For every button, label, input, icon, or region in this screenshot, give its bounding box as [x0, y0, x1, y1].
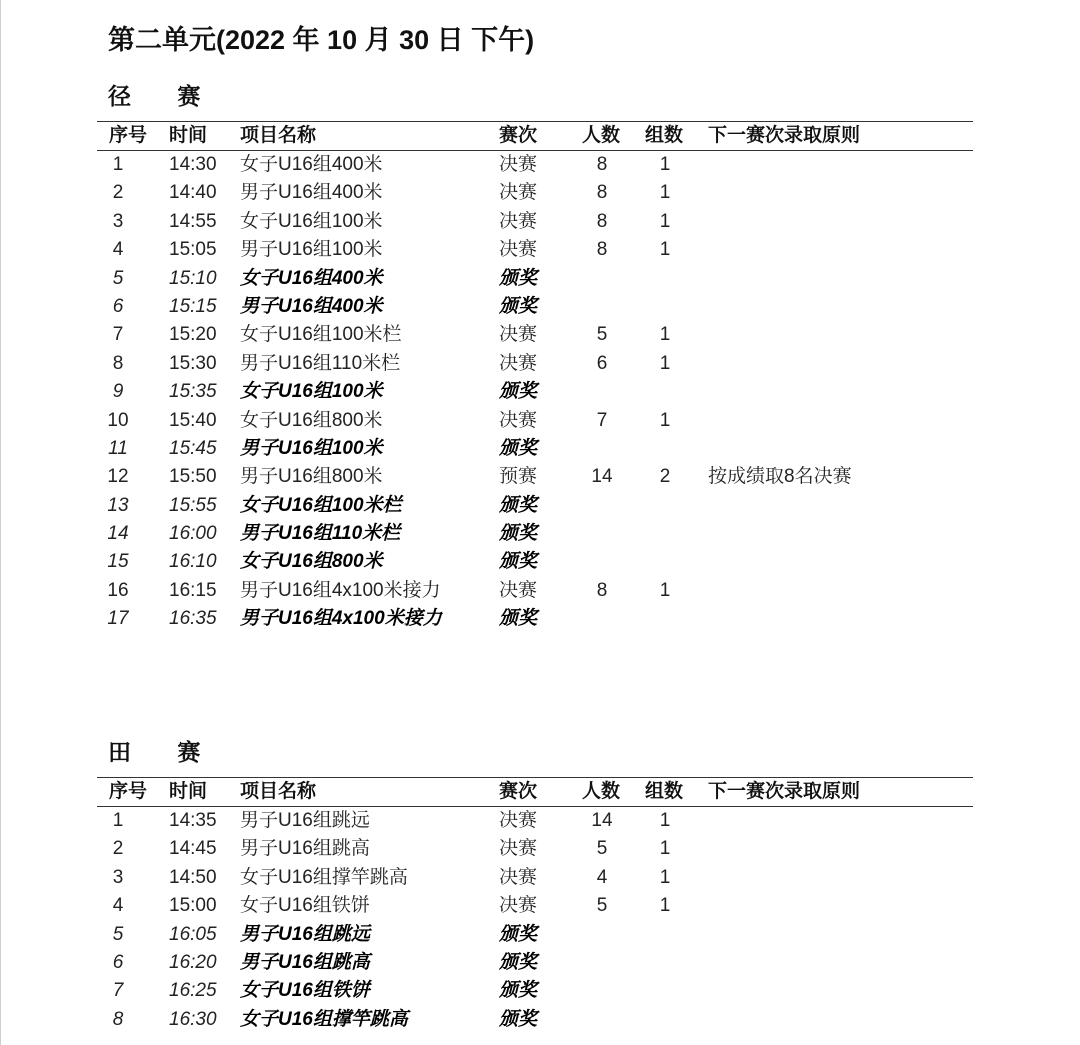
table-row — [97, 435, 973, 463]
table-row — [97, 321, 973, 349]
event-groups: 1 — [659, 352, 671, 374]
table-row — [97, 807, 973, 835]
table-row — [97, 548, 973, 576]
event-round: 决赛 — [499, 838, 538, 860]
field-section-title: 田 赛 — [108, 739, 221, 765]
event-name: 女子U16组400米 — [240, 154, 383, 175]
event-name: 女子U16组铁饼 — [240, 980, 370, 1002]
event-name: 男子U16组800米 — [240, 466, 383, 488]
table-row — [97, 208, 973, 236]
event-time: 14:35 — [169, 810, 217, 831]
event-number: 3 — [112, 866, 124, 888]
event-time: 14:30 — [169, 154, 217, 175]
event-groups: 1 — [659, 154, 671, 175]
event-round: 颁奖 — [499, 437, 538, 459]
event-round: 颁奖 — [499, 551, 538, 573]
table-row — [97, 492, 973, 520]
event-name: 男子U16组4x100米接力 — [240, 579, 441, 601]
col-header-round: 赛次 — [499, 781, 538, 802]
event-round: 颁奖 — [499, 267, 538, 289]
event-number: 16 — [107, 579, 129, 601]
event-number: 11 — [108, 437, 128, 459]
event-round: 决赛 — [499, 182, 538, 204]
event-number: 7 — [112, 980, 124, 1002]
table-row — [97, 350, 973, 378]
event-time: 14:55 — [169, 210, 217, 232]
track-schedule-table — [97, 121, 973, 634]
event-time: 15:30 — [169, 352, 217, 374]
event-round: 颁奖 — [499, 523, 538, 545]
event-round: 颁奖 — [499, 381, 538, 403]
event-name: 女子U16组铁饼 — [240, 895, 370, 917]
table-row — [97, 378, 973, 406]
event-people: 5 — [596, 895, 608, 917]
event-time: 15:45 — [169, 437, 217, 459]
event-people: 14 — [591, 466, 613, 488]
table-row — [97, 179, 973, 207]
event-people: 8 — [596, 154, 608, 175]
table-row — [97, 236, 973, 264]
event-people: 4 — [596, 866, 608, 888]
col-header-rule: 下一赛次录取原则 — [708, 781, 861, 802]
event-groups: 2 — [659, 466, 671, 488]
event-name: 男子U16组110米栏 — [240, 523, 401, 545]
event-groups: 1 — [659, 895, 671, 917]
event-people: 5 — [596, 838, 608, 860]
event-number: 6 — [112, 295, 124, 317]
col-header-groups: 组数 — [645, 125, 684, 146]
event-groups: 1 — [659, 866, 671, 888]
event-groups: 1 — [659, 239, 671, 261]
event-number: 3 — [112, 210, 124, 232]
event-round: 决赛 — [499, 352, 538, 374]
col-header-no: 序号 — [109, 781, 148, 802]
event-people: 8 — [596, 579, 608, 601]
event-name: 男子U16组跳远 — [240, 810, 370, 831]
event-time: 14:40 — [169, 182, 217, 204]
event-round: 颁奖 — [499, 494, 538, 516]
event-time: 16:35 — [169, 608, 217, 630]
event-name: 女子U16组撑竿跳高 — [240, 866, 408, 888]
event-time: 16:25 — [169, 980, 217, 1002]
event-rule: 按成绩取8名决赛 — [708, 466, 852, 488]
event-round: 颁奖 — [499, 608, 538, 630]
event-round: 颁奖 — [499, 951, 538, 973]
event-name: 男子U16组400米 — [240, 182, 383, 204]
event-number: 1 — [112, 810, 124, 831]
col-header-time: 时间 — [169, 125, 208, 146]
event-round: 预赛 — [499, 466, 538, 488]
event-time: 15:50 — [169, 466, 217, 488]
event-time: 16:00 — [169, 523, 217, 545]
event-name: 女子U16组800米 — [240, 551, 383, 573]
event-number: 2 — [112, 182, 124, 204]
event-people: 8 — [596, 182, 608, 204]
table-row — [97, 265, 973, 293]
table-row — [97, 463, 973, 491]
event-round: 颁奖 — [499, 1008, 538, 1030]
event-people: 14 — [591, 810, 613, 831]
event-name: 男子U16组100米 — [240, 239, 383, 261]
event-time: 15:10 — [169, 267, 217, 289]
event-round: 决赛 — [499, 239, 538, 261]
table-row — [97, 1006, 973, 1034]
event-time: 16:10 — [169, 551, 217, 573]
event-name: 男子U16组400米 — [240, 295, 383, 317]
page-title: 第二单元(2022 年 10 月 30 日 下午) — [108, 25, 535, 55]
event-number: 5 — [112, 267, 124, 289]
event-time: 16:05 — [169, 923, 217, 945]
event-number: 8 — [112, 352, 124, 374]
event-time: 15:55 — [169, 494, 217, 516]
event-number: 7 — [112, 324, 124, 346]
col-header-no: 序号 — [109, 125, 148, 146]
event-people: 6 — [596, 352, 608, 374]
event-time: 16:30 — [169, 1008, 217, 1030]
event-name: 男子U16组跳远 — [240, 923, 370, 945]
event-number: 5 — [112, 923, 124, 945]
event-groups: 1 — [659, 810, 671, 831]
event-round: 决赛 — [499, 579, 538, 601]
event-number: 12 — [107, 466, 129, 488]
event-time: 15:20 — [169, 324, 217, 346]
event-round: 颁奖 — [499, 923, 538, 945]
event-name: 女子U16组100米栏 — [240, 494, 402, 516]
event-name: 女子U16组100米 — [240, 381, 383, 403]
event-name: 男子U16组跳高 — [240, 838, 370, 860]
col-header-event: 项目名称 — [240, 781, 317, 802]
event-name: 女子U16组800米 — [240, 409, 383, 431]
table-header — [97, 121, 973, 151]
event-name: 女子U16组100米 — [240, 210, 383, 232]
event-name: 男子U16组4x100米接力 — [240, 608, 442, 630]
event-round: 决赛 — [499, 810, 538, 831]
event-name: 男子U16组跳高 — [240, 951, 370, 973]
table-row — [97, 293, 973, 321]
event-number: 4 — [112, 895, 124, 917]
event-people: 8 — [596, 210, 608, 232]
track-section-title: 径 赛 — [108, 83, 221, 109]
event-time: 16:15 — [169, 579, 217, 601]
field-schedule-table — [97, 777, 973, 1034]
event-time: 14:45 — [169, 838, 217, 860]
event-number: 4 — [112, 239, 124, 261]
event-groups: 1 — [659, 409, 671, 431]
event-name: 男子U16组110米栏 — [240, 352, 401, 374]
event-number: 1 — [112, 154, 124, 175]
event-number: 13 — [107, 494, 129, 516]
table-row — [97, 407, 973, 435]
event-people: 8 — [596, 239, 608, 261]
event-time: 15:00 — [169, 895, 217, 917]
event-number: 10 — [107, 409, 129, 431]
col-header-people: 人数 — [582, 781, 621, 802]
col-header-rule: 下一赛次录取原则 — [708, 125, 861, 146]
event-people: 7 — [596, 409, 608, 431]
table-header — [97, 777, 973, 807]
event-round: 决赛 — [499, 324, 538, 346]
event-groups: 1 — [659, 210, 671, 232]
event-number: 6 — [112, 951, 124, 973]
event-time: 15:05 — [169, 239, 217, 261]
event-time: 15:35 — [169, 381, 217, 403]
event-time: 15:15 — [169, 295, 217, 317]
table-row — [97, 921, 973, 949]
table-row — [97, 605, 973, 633]
event-round: 决赛 — [499, 409, 538, 431]
event-number: 17 — [107, 608, 129, 630]
event-number: 2 — [112, 838, 124, 860]
event-time: 16:20 — [169, 951, 217, 973]
table-row — [97, 864, 973, 892]
event-name: 女子U16组100米栏 — [240, 324, 402, 346]
event-number: 14 — [107, 523, 129, 545]
col-header-round: 赛次 — [499, 125, 538, 146]
table-row — [97, 835, 973, 863]
event-number: 15 — [107, 551, 129, 573]
event-name: 男子U16组100米 — [240, 437, 383, 459]
event-groups: 1 — [659, 324, 671, 346]
col-header-event: 项目名称 — [240, 125, 317, 146]
event-groups: 1 — [659, 182, 671, 204]
table-row — [97, 977, 973, 1005]
event-name: 女子U16组400米 — [240, 267, 383, 289]
event-people: 5 — [596, 324, 608, 346]
col-header-people: 人数 — [582, 125, 621, 146]
event-groups: 1 — [659, 838, 671, 860]
col-header-groups: 组数 — [645, 781, 684, 802]
event-name: 女子U16组撑竿跳高 — [240, 1008, 408, 1030]
event-time: 15:40 — [169, 409, 217, 431]
table-row — [97, 577, 973, 605]
table-row — [97, 949, 973, 977]
event-groups: 1 — [659, 579, 671, 601]
event-round: 决赛 — [499, 154, 538, 175]
event-number: 8 — [112, 1008, 124, 1030]
table-row — [97, 520, 973, 548]
event-round: 颁奖 — [499, 980, 538, 1002]
table-row — [97, 892, 973, 920]
event-time: 14:50 — [169, 866, 217, 888]
event-round: 决赛 — [499, 866, 538, 888]
page-edge — [0, 0, 1, 1045]
event-round: 决赛 — [499, 210, 538, 232]
table-row — [97, 151, 973, 179]
event-number: 9 — [112, 381, 124, 403]
event-round: 颁奖 — [499, 295, 538, 317]
event-round: 决赛 — [499, 895, 538, 917]
col-header-time: 时间 — [169, 781, 208, 802]
